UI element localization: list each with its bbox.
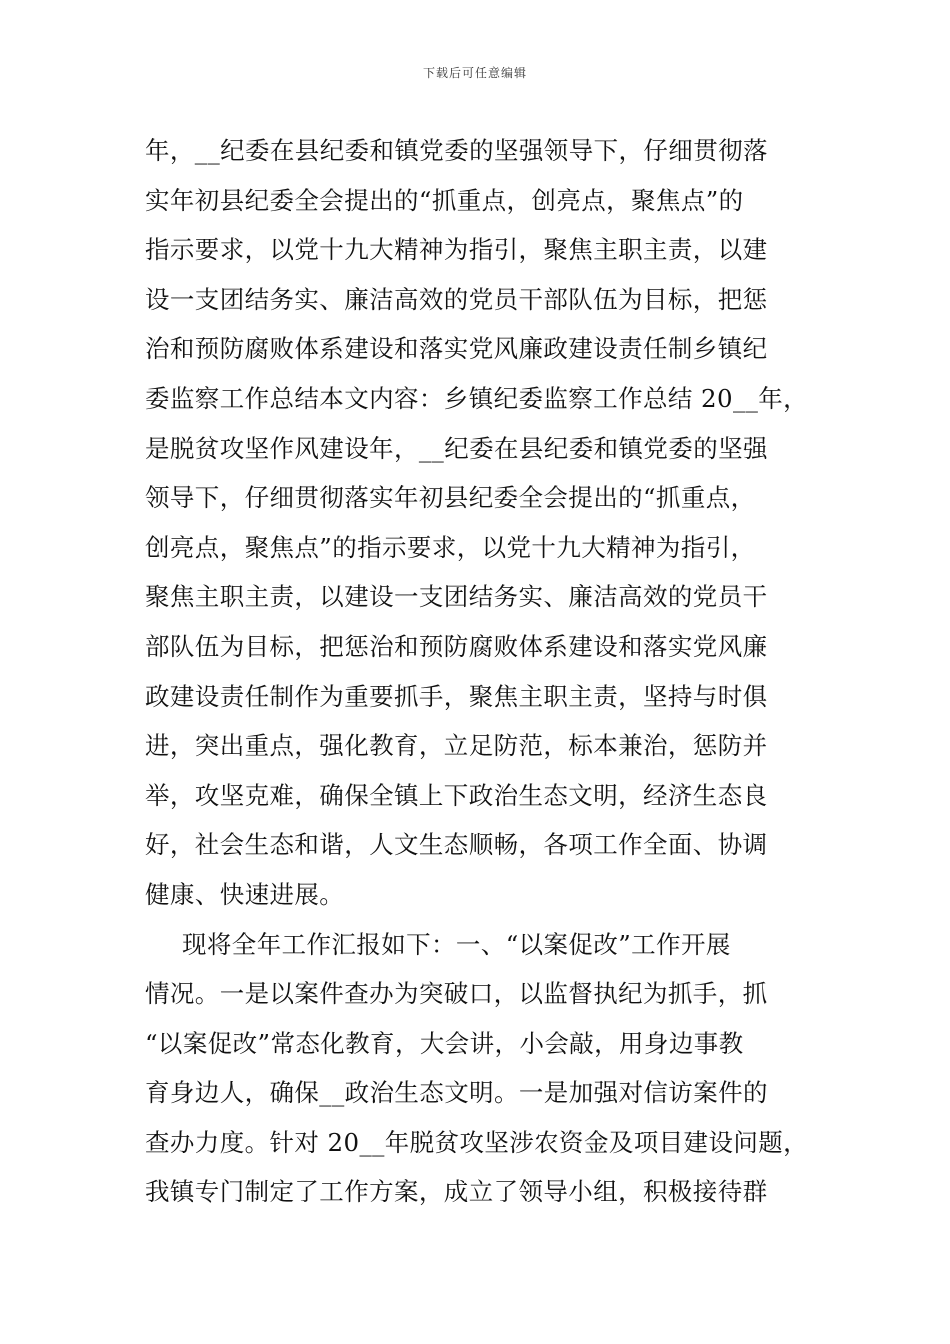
text-line: 指示要求，以党十九大精神为指引，聚焦主职主责，以建 — [145, 235, 768, 265]
text-line: 创亮点，聚焦点”的指示要求，以党十九大精神为指引， — [145, 532, 756, 562]
text-line: “以案促改”常态化教育，大会讲，小会敲，用身边事教 — [145, 1028, 744, 1058]
text-line: 好，社会生态和谐，人文生态顺畅，各项工作全面、协调 — [145, 830, 768, 860]
text-line: 设一支团结务实、廉洁高效的党员干部队伍为目标，把惩 — [145, 284, 768, 314]
text-line: 查办力度。针对 20__年脱贫攻坚涉农资金及项目建设问题， — [145, 1127, 809, 1157]
text-line: 进，突出重点，强化教育，立足防范，标本兼治，惩防并 — [145, 731, 768, 761]
page-header: 下载后可任意编辑 — [422, 66, 527, 80]
text-line: 聚焦主职主责，以建设一支团结务实、廉洁高效的党员干 — [145, 582, 768, 612]
document-body — [145, 126, 829, 1217]
paragraph-start-line: 现将全年工作汇报如下：一、“以案促改”工作开展 — [182, 929, 731, 959]
text-line: 育身边人，确保__政治生态文明。一是加强对信访案件的 — [145, 1078, 768, 1108]
text-line: 我镇专门制定了工作方案，成立了领导小组，积极接待群 — [145, 1177, 768, 1207]
text-line: 举，攻坚克难，确保全镇上下政治生态文明，经济生态良 — [145, 780, 768, 810]
text-line: 实年初县纪委全会提出的“抓重点，创亮点，聚焦点”的 — [145, 185, 744, 215]
text-line: 健康、快速进展。 — [145, 879, 345, 909]
text-line: 情况。一是以案件查办为突破口，以监督执纪为抓手，抓 — [145, 979, 768, 1009]
text-line: 委监察工作总结本文内容：乡镇纪委监察工作总结 20__年， — [145, 383, 809, 413]
text-line: 治和预防腐败体系建设和落实党风廉政建设责任制乡镇纪 — [145, 334, 768, 364]
text-line: 政建设责任制作为重要抓手，聚焦主职主责，坚持与时俱 — [145, 681, 768, 711]
text-line: 年，__纪委在县纪委和镇党委的坚强领导下，仔细贯彻落 — [145, 136, 768, 165]
text-line: 领导下，仔细贯彻落实年初县纪委全会提出的“抓重点， — [145, 483, 756, 513]
text-line: 是脱贫攻坚作风建设年，__纪委在县纪委和镇党委的坚强 — [145, 433, 768, 463]
text-line: 部队伍为目标，把惩治和预防腐败体系建设和落实党风廉 — [145, 631, 768, 661]
